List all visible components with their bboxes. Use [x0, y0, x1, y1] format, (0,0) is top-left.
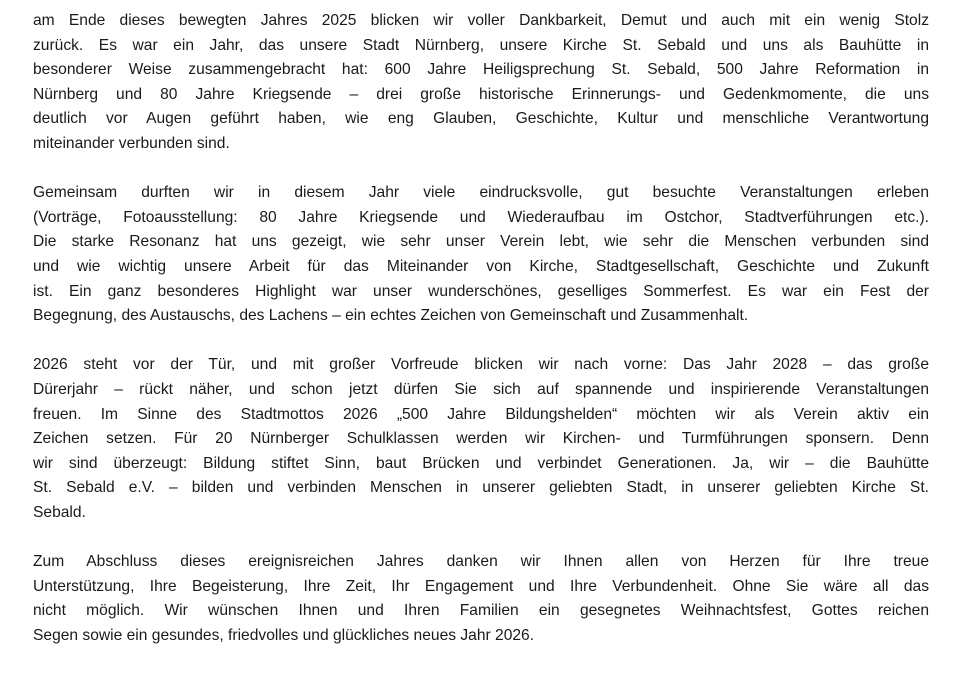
- letter-body: [33, 9, 929, 673]
- text-line: und wie wichtig unsere Arbeit für das Miteinander von Kirche, Stadtgesellschaft, Geschichte und Zukunft: [33, 257, 929, 275]
- text-line: Nürnberg und 80 Jahre Kriegsende – drei große historische Erinnerungs- und Gedenkmomente, die uns: [33, 85, 929, 103]
- text-line: deutlich vor Augen geführt haben, wie eng Glauben, Geschichte, Kultur und menschliche Verantwortung: [33, 110, 929, 128]
- text-line: Unterstützung, Ihre Begeisterung, Ihre Zeit, Ihr Engagement und Ihre Verbundenheit. Ohne Sie wäre all das: [33, 577, 929, 595]
- text-line: 2026 steht vor der Tür, und mit großer Vorfreude blicken wir nach vorne: Das Jahr 2028 – das große: [33, 356, 929, 374]
- text-line: Begegnung, des Austauschs, des Lachens – ein echtes Zeichen von Gemeinschaft und Zusammenhalt.: [33, 307, 749, 325]
- text-line: wir sind überzeugt: Bildung stiftet Sinn, baut Brücken und verbindet Generationen. Ja, wir – die Bauhütte: [33, 454, 929, 472]
- text-line: freuen. Im Sinne des Stadtmottos 2026 „500 Jahre Bildungshelden“ möchten wir als Verein aktiv ein: [33, 405, 929, 423]
- text-line: besonderer Weise zusammengebracht hat: 600 Jahre Heiligsprechung St. Sebald, 500 Jahre Reformation in: [33, 61, 929, 79]
- text-line: St. Sebald e.V. – bilden und verbinden Menschen in unserer geliebten Stadt, in unserer geliebten Kirche St.: [33, 479, 929, 497]
- text-line: Die starke Resonanz hat uns gezeigt, wie sehr unser Verein lebt, wie sehr die Menschen verbunden sind: [33, 233, 929, 251]
- paragraph-outlook: [33, 353, 929, 525]
- text-line: zurück. Es war ein Jahr, das unsere Stadt Nürnberg, unsere Kirche St. Sebald und uns als Bauhütte in: [33, 36, 929, 54]
- paragraph-year-review: [33, 9, 929, 157]
- paragraph-closing: [33, 550, 929, 648]
- text-line: (Vorträge, Fotoausstellung: 80 Jahre Kriegsende und Wiederaufbau im Ostchor, Stadtverführungen etc.).: [33, 208, 929, 226]
- text-line: Zeichen setzen. Für 20 Nürnberger Schulklassen werden wir Kirchen- und Turmführungen sponsern. Denn: [33, 430, 929, 448]
- text-line: nicht möglich. Wir wünschen Ihnen und Ihren Familien ein gesegnetes Weihnachtsfest, Gottes reichen: [33, 602, 929, 620]
- text-line: Gemeinsam durften wir in diesem Jahr viele eindrucksvolle, gut besuchte Veranstaltungen erleben: [33, 184, 929, 202]
- paragraph-events: [33, 181, 929, 329]
- text-line: ist. Ein ganz besonderes Highlight war unser wunderschönes, geselliges Sommerfest. Es war ein Fest der: [33, 282, 929, 300]
- text-line: Segen sowie ein gesundes, friedvolles und glückliches neues Jahr 2026.: [33, 626, 535, 644]
- text-line: Dürerjahr – rückt näher, und schon jetzt dürfen Sie sich auf spannende und inspirierende Veranstaltungen: [33, 380, 929, 398]
- text-line: Zum Abschluss dieses ereignisreichen Jahres danken wir Ihnen allen von Herzen für Ihre treue: [33, 553, 929, 571]
- text-line: am Ende dieses bewegten Jahres 2025 blicken wir voller Dankbarkeit, Demut und auch mit ein wenig Stolz: [33, 12, 929, 29]
- text-line: Sebald.: [33, 503, 86, 521]
- text-line: miteinander verbunden sind.: [33, 134, 230, 152]
